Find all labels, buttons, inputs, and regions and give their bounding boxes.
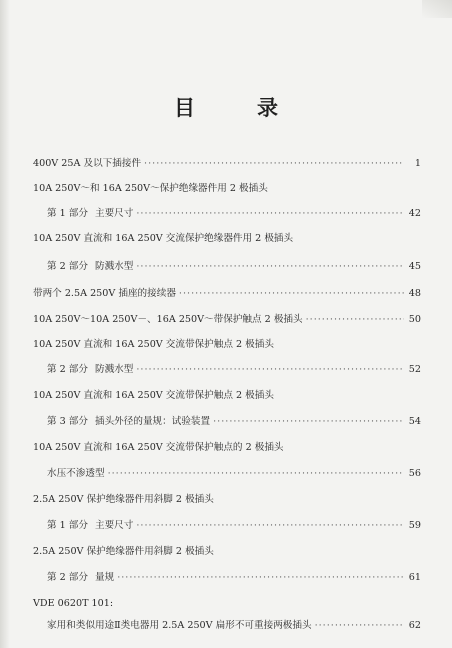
toc-title: 10A 250V 直流和 16A 250V 交流保护绝缘器件用 2 极插头 <box>33 233 294 244</box>
toc-part-label: 第 2 部分 <box>47 364 88 375</box>
toc-leader-dots <box>108 466 404 482</box>
toc-entry-text <box>33 286 176 302</box>
toc-leader-dots <box>136 362 404 378</box>
toc-page-number: 50 <box>408 314 421 325</box>
toc-entry-text <box>33 388 274 404</box>
toc-entry-text <box>33 337 274 353</box>
toc-entry-text <box>47 466 105 482</box>
toc-entry-text <box>33 596 113 612</box>
toc-page-number: 61 <box>408 572 421 583</box>
toc-title: 10A 250V 直流和 16A 250V 交流带保护触点 2 极插头 <box>33 390 274 401</box>
toc-leader-dots <box>179 286 404 302</box>
toc-row[interactable] <box>33 259 421 275</box>
toc-row[interactable] <box>33 570 421 586</box>
toc-leader-dots <box>136 206 404 222</box>
toc-page-number: 54 <box>408 416 421 427</box>
title-char-2: 录 <box>257 95 278 120</box>
toc-row[interactable] <box>33 466 421 482</box>
toc-title: 插头外径的量规：试验装置 <box>95 416 211 427</box>
toc-row[interactable] <box>33 362 421 378</box>
toc-title: 带两个 2.5A 250V 插座的接续器 <box>33 288 176 299</box>
toc-entry-text <box>33 231 293 247</box>
toc-row[interactable] <box>33 206 421 222</box>
toc-part-label: 第 3 部分 <box>47 416 88 427</box>
toc-entry-text <box>33 440 284 456</box>
toc-title: 防溅水型 <box>95 261 134 272</box>
toc-entry-text <box>47 206 133 222</box>
toc-page-number: 56 <box>408 468 421 479</box>
toc-row[interactable] <box>33 492 421 508</box>
toc-row[interactable] <box>33 231 421 247</box>
toc-leader-dots <box>306 312 404 328</box>
toc-page-number: 52 <box>408 364 421 375</box>
toc-entry-text <box>47 518 133 534</box>
toc-row[interactable] <box>33 337 421 353</box>
toc-row[interactable] <box>33 312 421 328</box>
toc-entry-text <box>33 544 214 560</box>
toc-part-label: 第 2 部分 <box>47 572 88 583</box>
toc-title: 防溅水型 <box>95 364 134 375</box>
toc-title: 10A 250V～10A 250V－、16A 250V～带保护触点 2 极插头 <box>33 314 303 325</box>
toc-title: 主要尺寸 <box>95 208 134 219</box>
toc-leader-dots <box>213 414 404 430</box>
toc-page-number: 45 <box>408 261 421 272</box>
toc-title: 主要尺寸 <box>95 520 134 531</box>
toc-entry-text <box>33 181 268 197</box>
toc-title: 10A 250V～和 16A 250V～保护绝缘器件用 2 极插头 <box>33 183 268 194</box>
toc-title: 10A 250V 直流和 16A 250V 交流带保护触点 2 极插头 <box>33 339 274 350</box>
toc-row[interactable] <box>33 388 421 404</box>
toc-title: 2.5A 250V 保护绝缘器件用斜脚 2 极插头 <box>33 546 214 557</box>
toc-row[interactable] <box>33 618 421 634</box>
toc-part-label: 第 1 部分 <box>47 208 88 219</box>
toc-page-number: 59 <box>408 520 421 531</box>
toc-page-number: 62 <box>408 620 421 631</box>
title-char-1: 目 <box>174 95 195 120</box>
toc-title: 10A 250V 直流和 16A 250V 交流带保护触点的 2 极插头 <box>33 442 284 453</box>
toc-title: 水压不渗透型 <box>47 468 105 479</box>
toc-part-label: 第 1 部分 <box>47 520 88 531</box>
toc-entry-text <box>47 618 312 634</box>
toc-row[interactable] <box>33 518 421 534</box>
toc-entry-text <box>47 570 114 586</box>
toc-leader-dots <box>136 518 404 534</box>
toc-page-number: 42 <box>408 208 421 219</box>
toc-row[interactable] <box>33 181 421 197</box>
toc-row[interactable] <box>33 440 421 456</box>
toc-leader-dots <box>144 156 404 172</box>
toc-entry-text <box>33 312 303 328</box>
toc-part-label: 第 2 部分 <box>47 261 88 272</box>
page-title <box>0 92 452 122</box>
toc-leader-dots <box>315 618 404 634</box>
page-corner-shadow <box>422 0 452 18</box>
toc-row[interactable] <box>33 156 421 172</box>
toc-entry-text <box>47 414 210 430</box>
toc-title: 量规 <box>95 572 115 583</box>
toc-entry-text <box>33 492 214 508</box>
toc-page-number: 1 <box>414 158 421 169</box>
toc-entry-text <box>33 156 141 172</box>
toc-entry-text <box>47 259 133 275</box>
toc-leader-dots <box>117 570 404 586</box>
toc-title: 400V 25A 及以下插接件 <box>33 158 142 169</box>
toc-row[interactable] <box>33 544 421 560</box>
toc-page-number: 48 <box>408 288 421 299</box>
toc-title: 2.5A 250V 保护绝缘器件用斜脚 2 极插头 <box>33 494 214 505</box>
toc-row[interactable] <box>33 414 421 430</box>
toc-title: 家用和类似用途Ⅱ类电器用 2.5A 250V 扁形不可重接两极插头 <box>47 620 312 631</box>
toc-title: VDE 0620T 101: <box>33 598 114 609</box>
toc-row[interactable] <box>33 596 421 612</box>
toc-leader-dots <box>136 259 404 275</box>
toc-row[interactable] <box>33 286 421 302</box>
toc-entry-text <box>47 362 133 378</box>
